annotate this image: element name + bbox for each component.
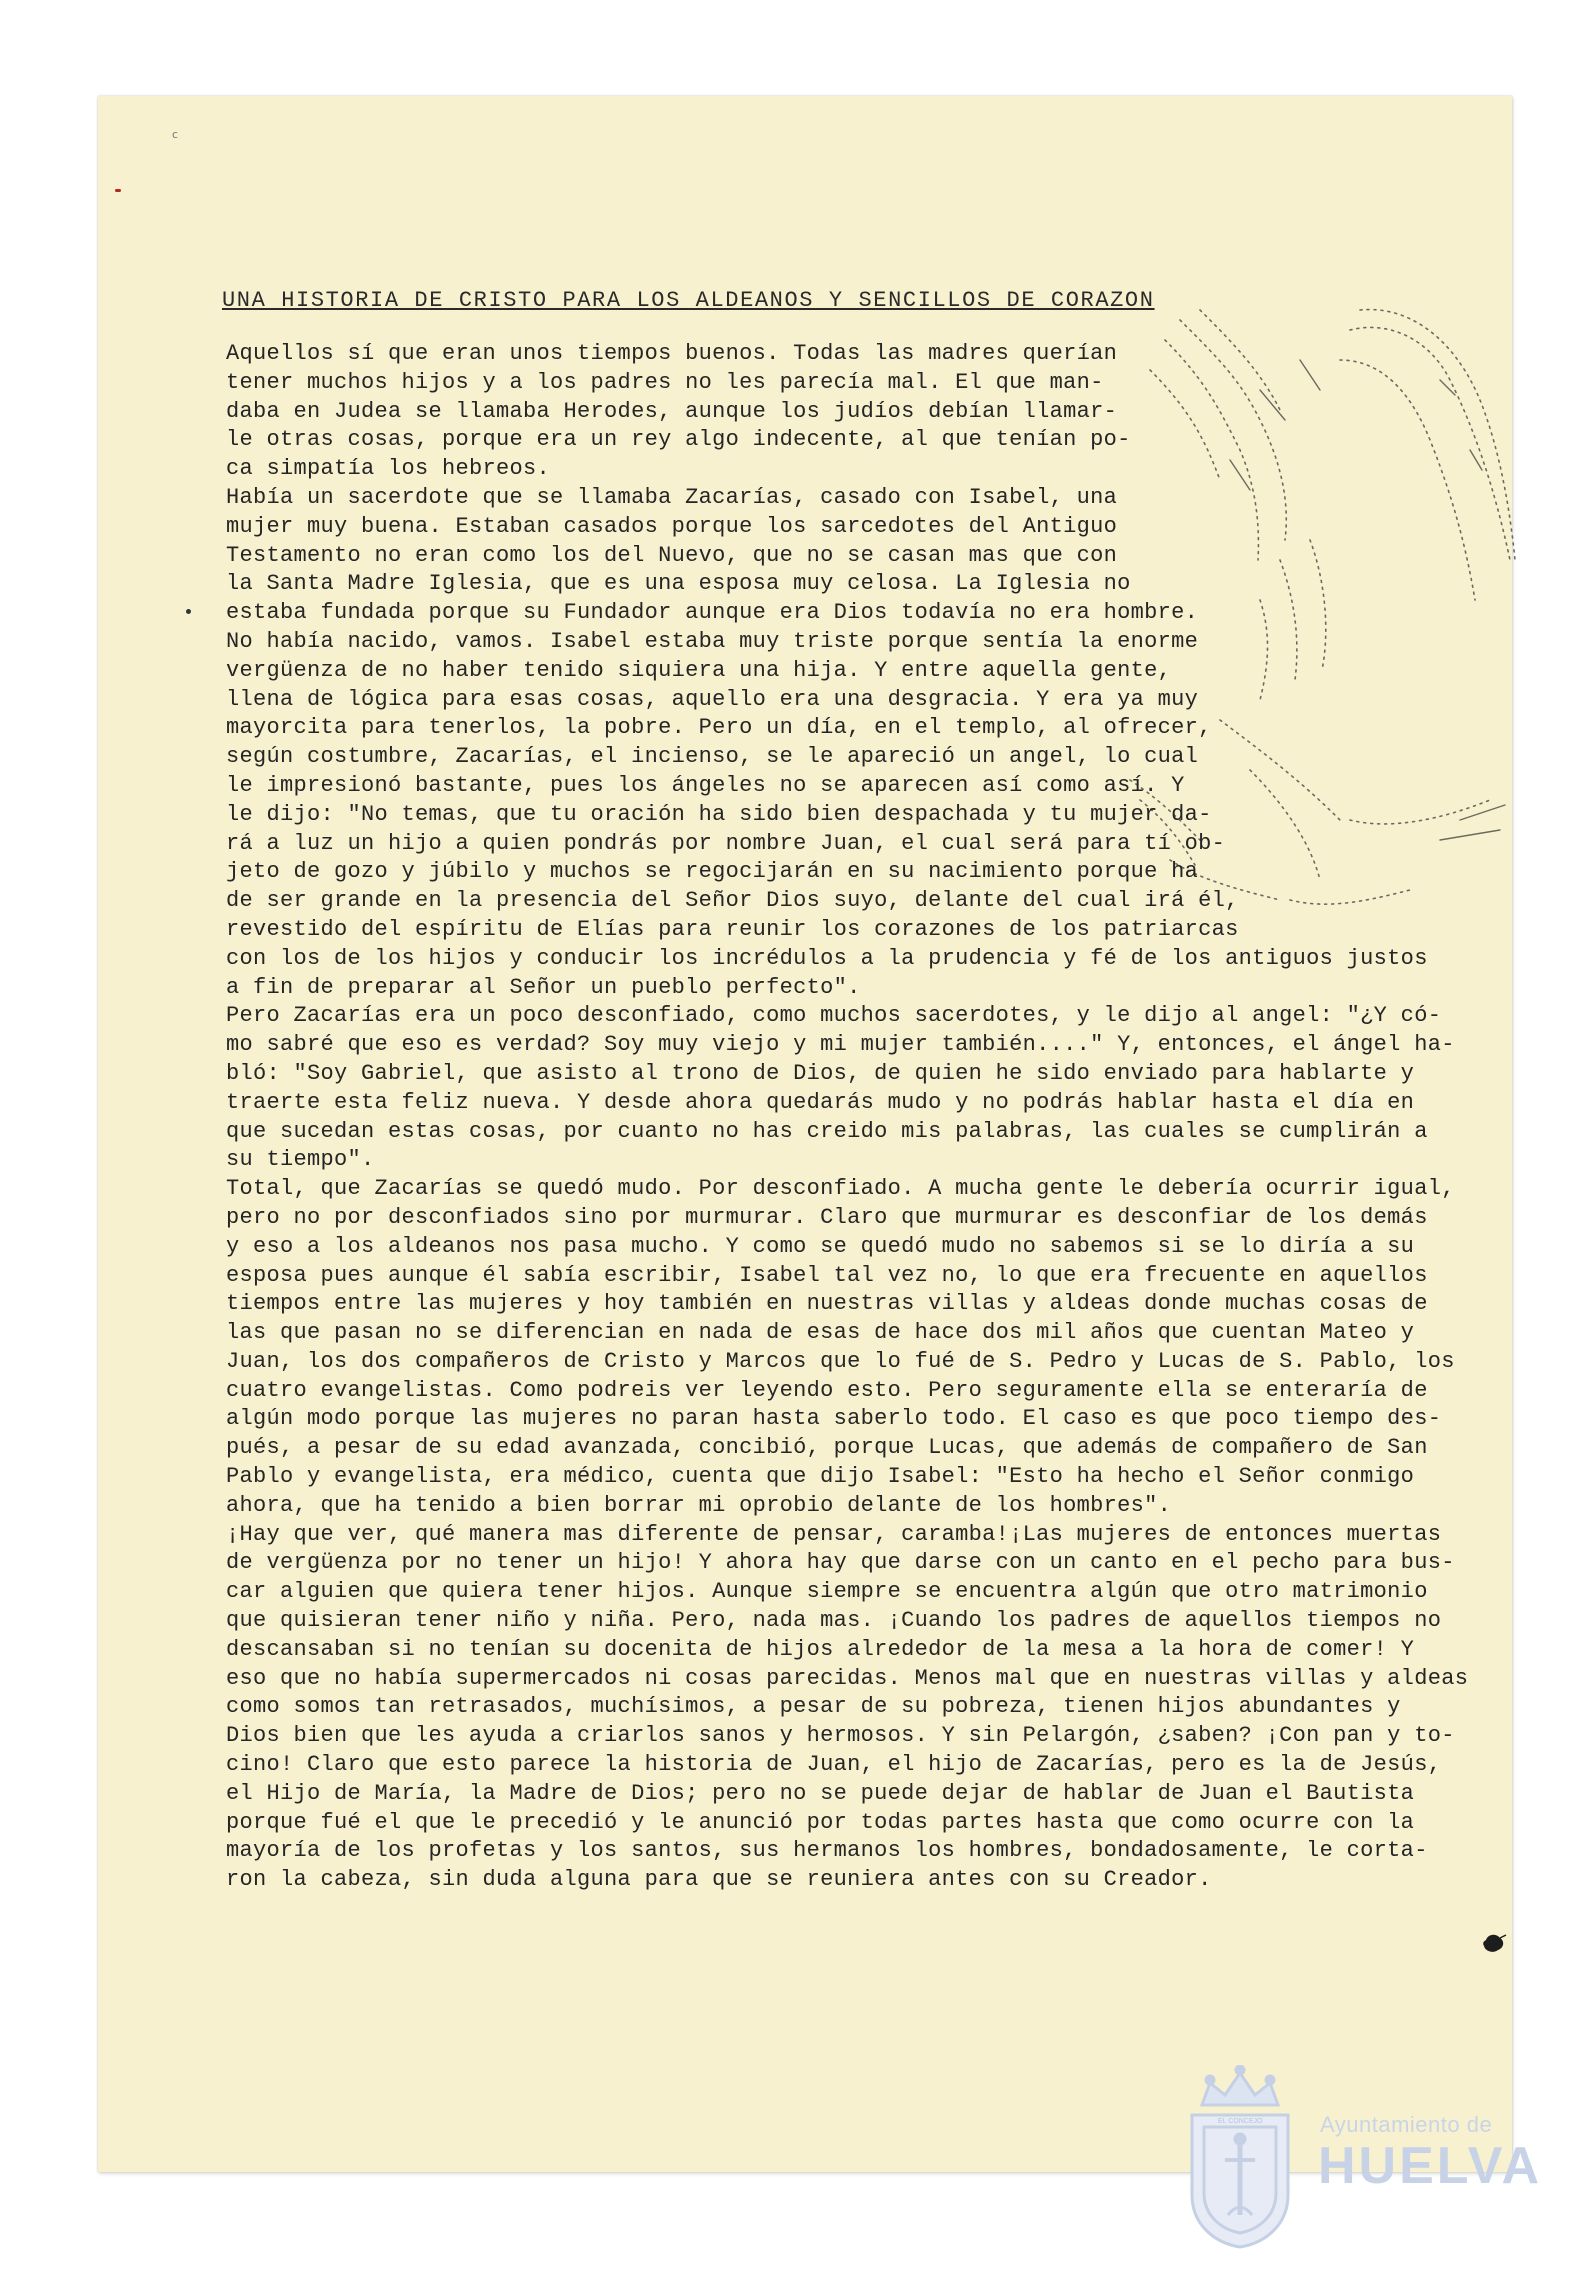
text-line: Juan, los dos compañeros de Cristo y Marcos que lo fué de S. Pedro y Lucas de S. Pablo, los (226, 1348, 1455, 1374)
text-line: como somos tan retrasados, muchísimos, a pesar de su pobreza, tienen hijos abundantes y (226, 1694, 1401, 1720)
text-line: Total, que Zacarías se quedó mudo. Por desconfiado. A mucha gente le debería ocurrir igual, (226, 1176, 1455, 1202)
text-line: pero no por desconfiados sino por murmurar. Claro que murmurar es desconfiar de los demás (226, 1204, 1428, 1230)
text-line: y eso a los aldeanos nos pasa mucho. Y como se quedó mudo no sabemos si se lo diría a su (226, 1233, 1415, 1259)
text-line: cuatro evangelistas. Como podreis ver leyendo esto. Pero seguramente ella se enteraría de (226, 1377, 1428, 1403)
text-line: descansaban si no tenían su docenita de hijos alrededor de la mesa a la hora de comer! Y (226, 1636, 1415, 1662)
text-line: algún modo porque las mujeres no paran hasta saberlo todo. El caso es que poco tiempo des- (226, 1406, 1442, 1432)
text-line: daba en Judea se llamaba Herodes, aunque los judíos debían llamar- (226, 398, 1118, 424)
text-line: Pero Zacarías era un poco desconfiado, como muchos sacerdotes, y le dijo al angel: "¿Y có- (226, 1003, 1442, 1029)
text-line: mayorcita para tenerlos, la pobre. Pero un día, en el templo, al ofrecer, (226, 715, 1212, 741)
text-line: traerte esta feliz nueva. Y desde ahora quedarás mudo y no podrás hablar hasta el día en (226, 1089, 1415, 1115)
text-line: tiempos entre las mujeres y hoy también en nuestras villas y aldeas donde muchas cosas de (226, 1291, 1428, 1317)
red-ink-mark (115, 189, 121, 192)
text-line: a fin de preparar al Señor un pueblo perfecto". (226, 974, 861, 1000)
text-line: revestido del espíritu de Elías para reunir los corazones de los patriarcas (226, 916, 1239, 942)
text-line: ron la cabeza, sin duda alguna para que se reuniera antes con su Creador. (226, 1867, 1212, 1893)
text-line: Pablo y evangelista, era médico, cuenta que dijo Isabel: "Esto ha hecho el Señor conmigo (226, 1464, 1415, 1490)
text-line: cino! Claro que esto parece la historia de Juan, el hijo de Zacarías, pero es la de Jesús, (226, 1752, 1442, 1778)
text-line: porque fué el que le precedió y le anunció por todas partes hasta que como ocurre con la (226, 1809, 1415, 1835)
text-line: mujer muy buena. Estaban casados porque los sarcedotes del Antiguo (226, 513, 1118, 539)
text-line: ahora, que ha tenido a bien borrar mi oprobio delante de los hombres". (226, 1492, 1172, 1518)
text-line: bló: "Soy Gabriel, que asisto al trono de Dios, de quien he sido enviado para hablarte y (226, 1060, 1415, 1086)
watermark-line2: HUELVA (1318, 2137, 1543, 2195)
text-line: ¡Hay que ver, qué manera mas diferente de pensar, caramba!¡Las mujeres de entonces muertas (226, 1521, 1442, 1547)
text-line: car alguien que quiera tener hijos. Aunque siempre se encuentra algún que otro matrimonio (226, 1579, 1428, 1605)
text-line: le dijo: "No temas, que tu oración ha sido bien despachada y tu mujer da- (226, 801, 1212, 827)
document-title: UNA HISTORIA DE CRISTO PARA LOS ALDEANOS Y SENCILLOS DE CORAZON (222, 288, 1155, 313)
text-line: le otras cosas, porque era un rey algo indecente, al que tenían po- (226, 427, 1131, 453)
text-line: pués, a pesar de su edad avanzada, concibió, porque Lucas, que además de compañero de San (226, 1435, 1428, 1461)
text-line: Había un sacerdote que se llamaba Zacarías, casado con Isabel, una (226, 484, 1118, 510)
text-line: mo sabré que eso es verdad? Soy muy viejo y mi mujer también...." Y, entonces, el ángel ha- (226, 1032, 1455, 1058)
text-line: No había nacido, vamos. Isabel estaba muy triste porque sentía la enorme (226, 628, 1199, 654)
corner-mark: c (172, 128, 179, 141)
text-line: rá a luz un hijo a quien pondrás por nombre Juan, el cual será para tí ob- (226, 830, 1226, 856)
text-line: Testamento no eran como los del Nuevo, que no se casan mas que con (226, 542, 1118, 568)
text-line: Dios bien que les ayuda a criarlos sanos y hermosos. Y sin Pelargón, ¿saben? ¡Con pan y to- (226, 1723, 1455, 1749)
text-line: con los de los hijos y conducir los incrédulos a la prudencia y fé de los antiguos justos (226, 945, 1428, 971)
text-line: de ser grande en la presencia del Señor Dios suyo, delante del cual irá él, (226, 888, 1239, 914)
text-line: que quisieran tener niño y niña. Pero, nada mas. ¡Cuando los padres de aquellos tiempos no (226, 1608, 1442, 1634)
text-line: estaba fundada porque su Fundador aunque era Dios todavía no era hombre. (226, 600, 1199, 626)
text-line: de vergüenza por no tener un hijo! Y ahora hay que darse con un canto en el pecho para bus- (226, 1550, 1455, 1576)
watermark-line1: Ayuntamiento de (1320, 2112, 1493, 2137)
text-line: las que pasan no se diferencian en nada de esas de hace dos mil años que cuentan Mateo y (226, 1320, 1415, 1346)
document-body (226, 340, 1526, 1895)
text-line: llena de lógica para esas cosas, aquello era una desgracia. Y era ya muy (226, 686, 1199, 712)
text-line: Aquellos sí que eran unos tiempos buenos. Todas las madres querían (226, 341, 1118, 366)
text-line: le impresionó bastante, pues los ángeles no se aparecen así como así. Y (226, 772, 1185, 798)
text-line: su tiempo". (226, 1147, 375, 1173)
text-line: vergüenza de no haber tenido siquiera una hija. Y entre aquella gente, (226, 657, 1172, 683)
text-line: eso que no había supermercados ni cosas parecidas. Menos mal que en nuestras villas y aldeas (226, 1665, 1469, 1691)
punch-dot (186, 609, 191, 614)
text-line: que sucedan estas cosas, por cuanto no has creido mis palabras, las cuales se cumplirán a (226, 1118, 1428, 1144)
text-line: el Hijo de María, la Madre de Dios; pero no se puede dejar de hablar de Juan el Bautista (226, 1780, 1415, 1806)
text-line: tener muchos hijos y a los padres no les parecía mal. El que man- (226, 369, 1104, 395)
text-line: ca simpatía los hebreos. (226, 456, 551, 482)
text-line: la Santa Madre Iglesia, que es una esposa muy celosa. La Iglesia no (226, 571, 1131, 597)
text-line: mayoría de los profetas y los santos, sus hermanos los hombres, bondadosamente, le corta- (226, 1838, 1428, 1864)
crest-banner-text: EL CONCEJO (1218, 2118, 1263, 2125)
text-line: según costumbre, Zacarías, el incienso, se le apareció un angel, lo cual (226, 744, 1199, 770)
text-line: esposa pues aunque él sabía escribir, Isabel tal vez no, lo que era frecuente en aquellos (226, 1262, 1428, 1288)
ink-blot (1478, 1928, 1508, 1958)
text-line: jeto de gozo y júbilo y muchos se regocijarán en su nacimiento porque ha (226, 859, 1199, 885)
